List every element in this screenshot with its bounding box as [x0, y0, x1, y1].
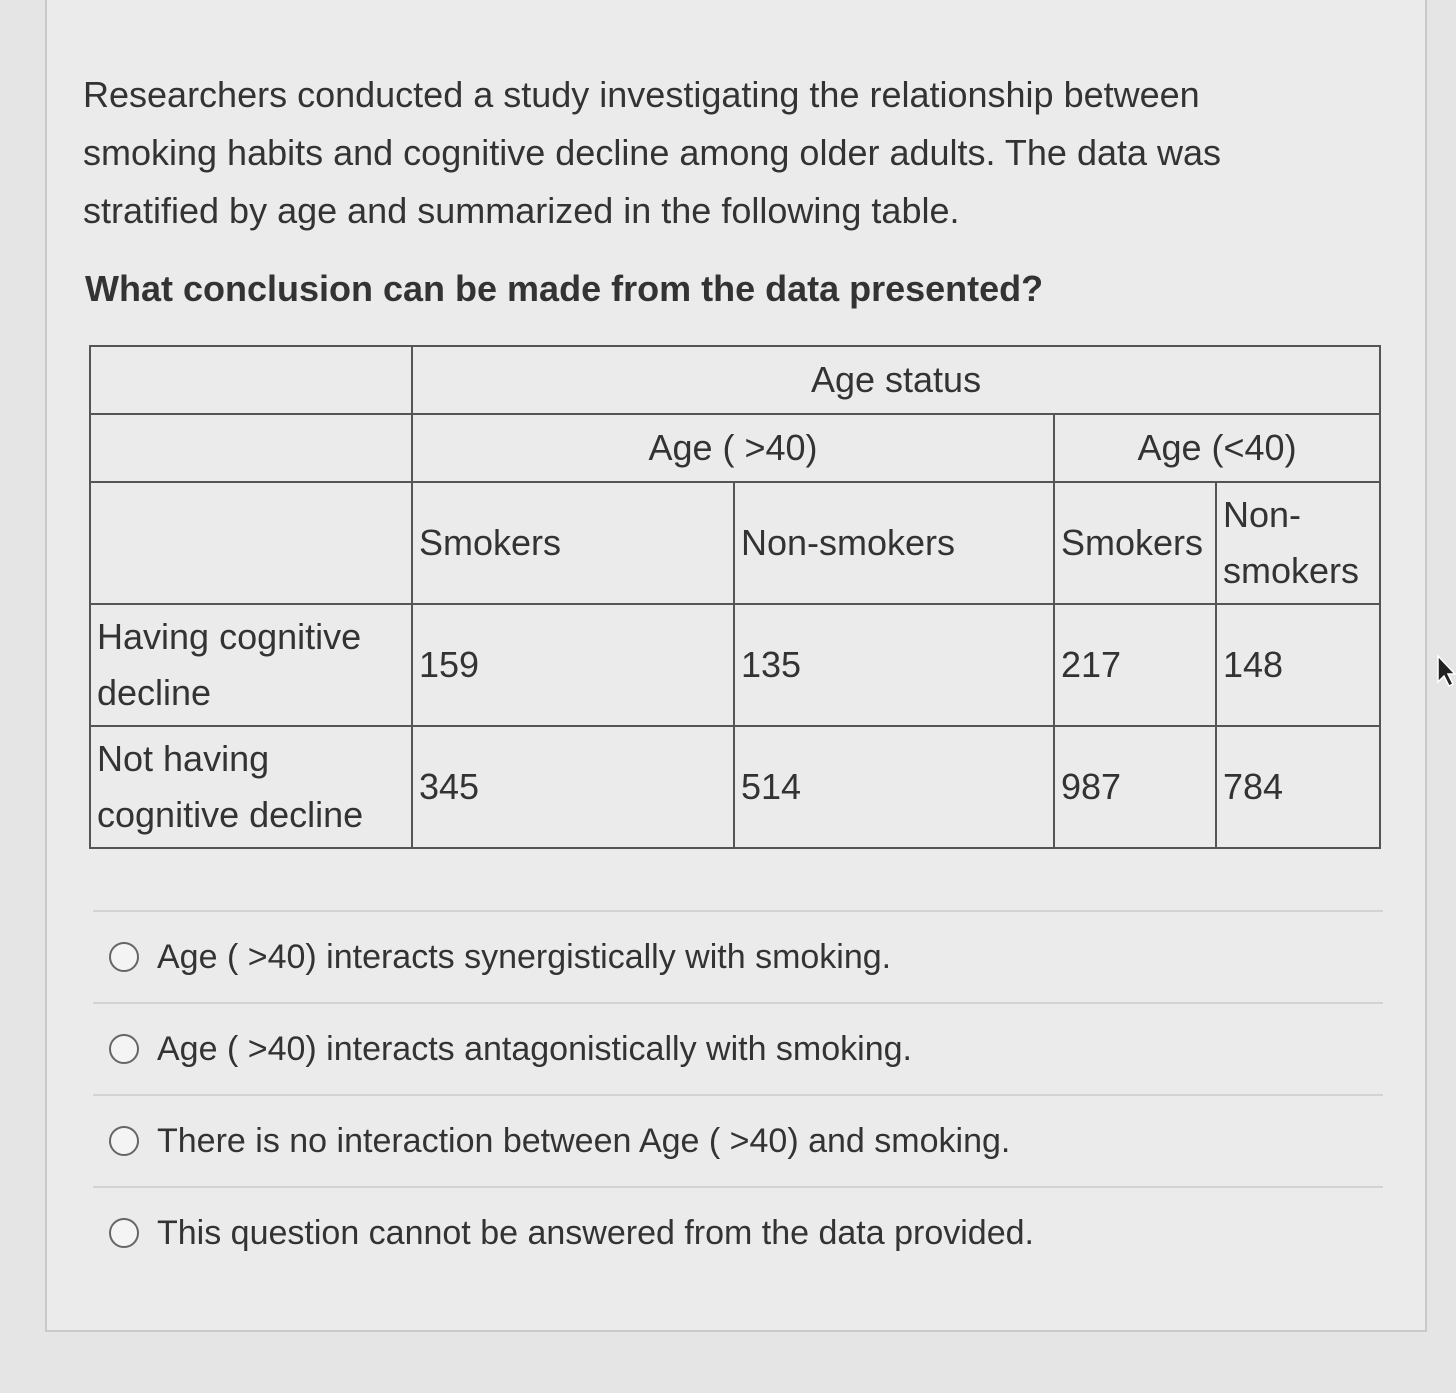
row-label: Having cognitive decline	[90, 604, 412, 726]
question-card	[45, 0, 1427, 1332]
table-cell-empty	[90, 482, 412, 604]
radio-button[interactable]	[109, 1126, 139, 1156]
table-row	[90, 482, 1380, 604]
table-cell: 135	[734, 604, 1054, 726]
column-header: Non-smokers	[1216, 482, 1380, 604]
column-header: Smokers	[1054, 482, 1216, 604]
option-label[interactable]: Age ( >40) interacts synergistically with smoking.	[157, 937, 892, 976]
answer-option[interactable]	[93, 1002, 1383, 1094]
table-cell-empty	[90, 346, 412, 414]
answer-option[interactable]	[93, 1094, 1383, 1186]
group-header-under-40: Age (<40)	[1054, 414, 1380, 482]
column-header: Non-smokers	[734, 482, 1054, 604]
group-header-over-40: Age ( >40)	[412, 414, 1054, 482]
table-cell: 148	[1216, 604, 1380, 726]
radio-button[interactable]	[109, 1218, 139, 1248]
option-label[interactable]: This question cannot be answered from the data provided.	[157, 1213, 1034, 1252]
table-cell: 345	[412, 726, 734, 848]
column-header: Smokers	[412, 482, 734, 604]
table-cell: 514	[734, 726, 1054, 848]
data-table	[89, 345, 1381, 849]
mouse-pointer-icon	[1436, 654, 1456, 688]
radio-button[interactable]	[109, 1034, 139, 1064]
question-prompt: Researchers conducted a study investigating the relationship between smoking habits and cognitive decline among older adults. The data was stratified by age and summarized in the following table.	[83, 74, 1222, 231]
option-label[interactable]: Age ( >40) interacts antagonistically with smoking.	[157, 1029, 912, 1068]
answer-option[interactable]	[93, 910, 1383, 1002]
table-row	[90, 604, 1380, 726]
option-label[interactable]: There is no interaction between Age ( >40) and smoking.	[157, 1121, 1011, 1160]
table-cell: 159	[412, 604, 734, 726]
row-label: Not having cognitive decline	[90, 726, 412, 848]
table-row	[90, 346, 1380, 414]
table-cell-empty	[90, 414, 412, 482]
table-row	[90, 414, 1380, 482]
age-status-header: Age status	[412, 346, 1380, 414]
question-ask: What conclusion can be made from the data presented?	[85, 268, 1044, 309]
radio-button[interactable]	[109, 942, 139, 972]
table-cell: 217	[1054, 604, 1216, 726]
table-cell: 987	[1054, 726, 1216, 848]
answer-option[interactable]	[93, 1186, 1383, 1278]
answer-options	[93, 910, 1383, 1278]
table-cell: 784	[1216, 726, 1380, 848]
table-row	[90, 726, 1380, 848]
